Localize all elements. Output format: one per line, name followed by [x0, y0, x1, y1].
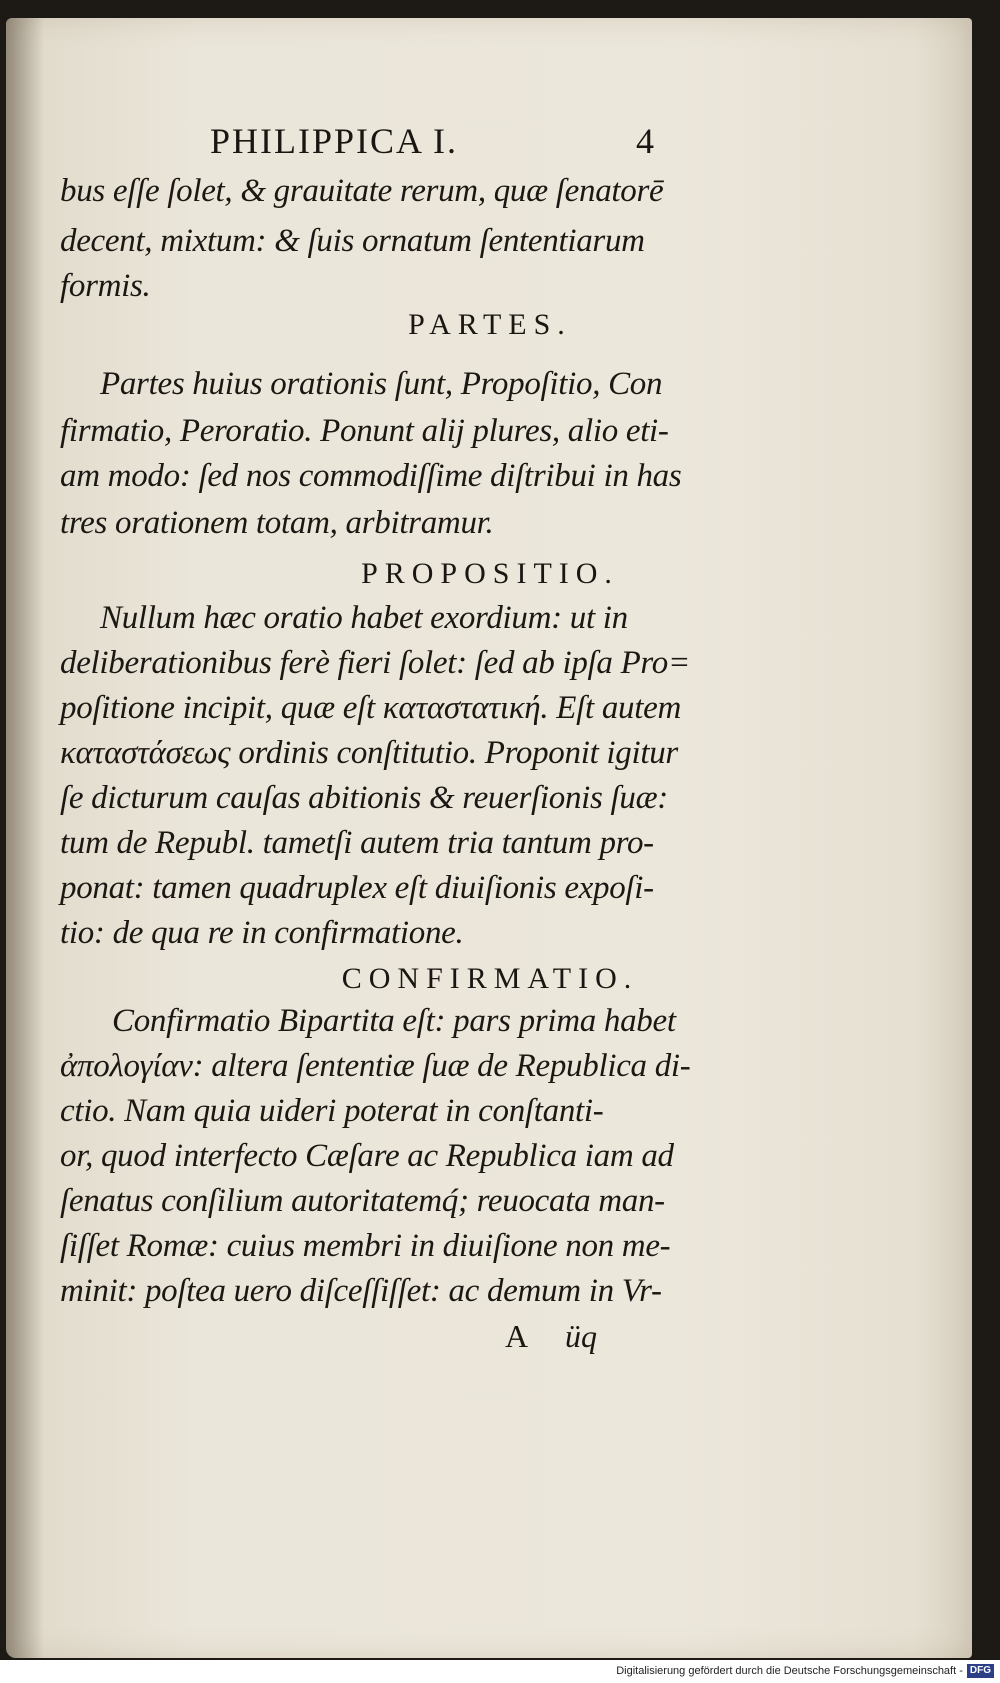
text-line: decent, mixtum: & ſuis ornatum ſententiarum [60, 223, 645, 259]
running-head-title: PHILIPPICA I. [210, 121, 459, 161]
text-line: minit: poſtea uero diſceſſiſſet: ac demum in Vr- [60, 1273, 662, 1309]
spine-shadow [6, 18, 44, 1658]
text-line: bus eſſe ſolet, & grauitate rerum, quæ ſenatorē [60, 173, 664, 209]
digitization-footer [0, 1660, 1000, 1683]
text-line: ἀπολογίαν: altera ſententiæ ſuæ de Republica di- [60, 1048, 691, 1084]
text-line: tres orationem totam, arbitramur. [60, 505, 494, 541]
footer-credit: Digitalisierung gefördert durch die Deutsche Forschungsgemeinschaft - [616, 1665, 963, 1677]
text-line: firmatio, Peroratio. Ponunt alij plures, alio eti- [60, 413, 669, 449]
text-line: formis. [60, 268, 151, 304]
signature-mark: A [505, 1318, 529, 1354]
text-line: tum de Republ. tametſi autem tria tantum pro- [60, 825, 654, 861]
text-line: or, quod interfecto Cæſare ac Republica iam ad [60, 1138, 674, 1174]
text-line: Partes huius orationis ſunt, Propoſitio, Con [100, 366, 663, 402]
catchword: üq [565, 1318, 597, 1354]
text-line: poſitione incipit, quæ eſt καταστατική. Eſt autem [60, 690, 681, 726]
text-line: ſenatus conſilium autoritatemq́; reuocata man- [60, 1183, 665, 1219]
section-heading: PROPOSITIO. [361, 557, 619, 590]
section-heading: PARTES. [408, 308, 572, 341]
text-line: ſiſſet Romæ: cuius membri in diuiſione non me- [60, 1228, 671, 1264]
text-line: Confirmatio Bipartita eſt: pars prima habet [112, 1003, 676, 1039]
text-line: tio: de qua re in confirmatione. [60, 915, 464, 951]
text-line: ctio. Nam quia uideri poterat in conſtanti- [60, 1093, 604, 1129]
text-line: deliberationibus ferè fieri ſolet: ſed ab ipſa Pro= [60, 645, 690, 681]
text-line: am modo: ſed nos commodiſſime diſtribui in has [60, 458, 682, 494]
running-head [210, 120, 670, 162]
text-line: ſe dicturum cauſas abitionis & reuerſionis ſuæ: [60, 780, 668, 816]
dfg-logo-icon: DFG [967, 1664, 994, 1678]
text-line: Nullum hæc oratio habet exordium: ut in [100, 600, 628, 636]
section-heading: CONFIRMATIO. [341, 962, 639, 995]
text-line: ponat: tamen quadruplex eſt diuiſionis expoſi- [60, 870, 654, 906]
text-line: καταστάσεως ordinis conſtitutio. Proponit igitur [60, 735, 678, 771]
page-number: 4 [636, 121, 656, 161]
